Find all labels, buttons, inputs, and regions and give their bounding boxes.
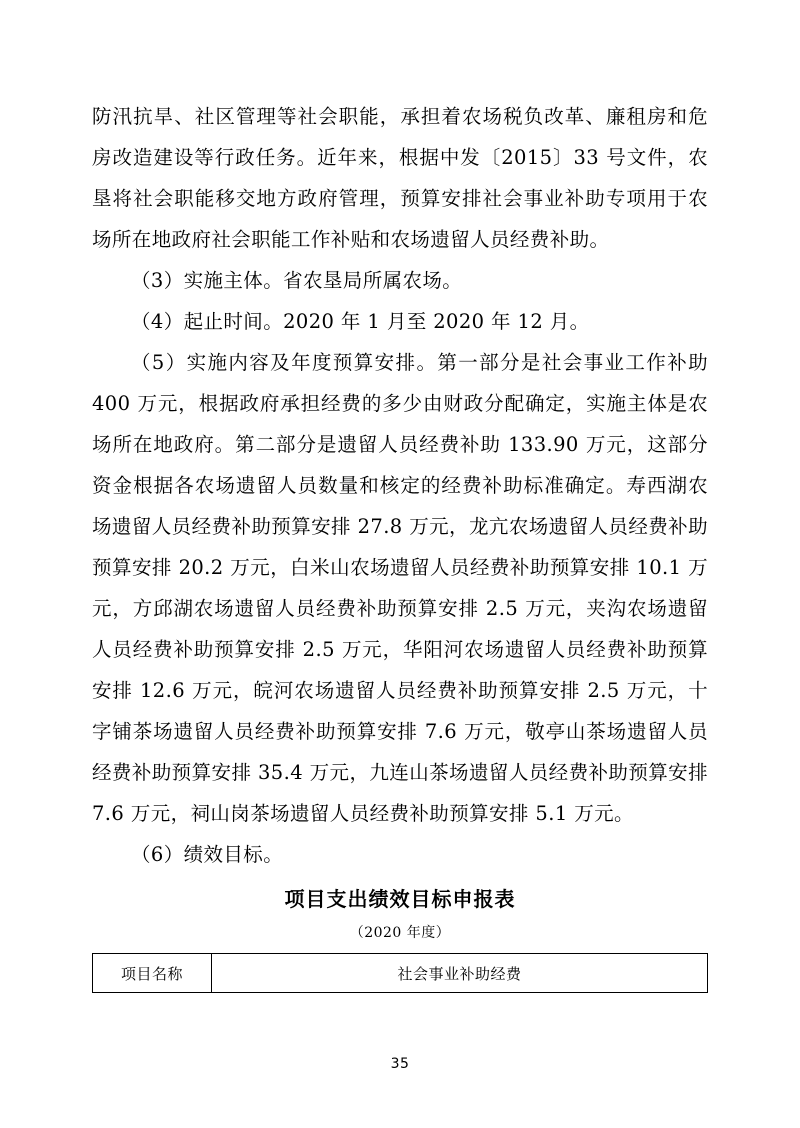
performance-goal-table <box>92 953 708 993</box>
table-cell-value-project-name: 社会事业补助经费 <box>212 954 708 993</box>
paragraph-duration: （4）起止时间。2020 年 1 月至 2020 年 12 月。 <box>131 310 590 333</box>
table-row <box>93 954 708 993</box>
table-cell-label-project-name: 项目名称 <box>93 954 212 993</box>
paragraph-performance-goals: （6）绩效目标。 <box>131 843 284 866</box>
paragraph-budget-details: （5）实施内容及年度预算安排。第一部分是社会事业工作补助 400 万元，根据政府承担经费的多少由财政分配确定，实施主体是农场所在地政府。第二部分是遗留人员经费补助 133.90 万元，这部分资金根据各农场遗留人员数量和核定的经费补助标准确定。寿西湖农场遗留人员经费补助预算安排 27.8 万元，龙亢农场遗留人员经费补助预算安排 20.2 万元，白米山农场遗留人员经费补助预算安排 10.1 万元，方邱湖农场遗留人员经费补助预算安排 2.5 万元，夹沟农场遗留人员经费补助预算安排 2.5 万元，华阳河农场遗留人员经费补助预算安排 12.6 万元，皖河农场遗留人员经费补助预算安排 2.5 万元，十字铺茶场遗留人员经费补助预算安排 7.6 万元，敬亭山茶场遗留人员经费补助预算安排 35.4 万元，九连山茶场遗留人员经费补助预算安排 7.6 万元，祠山岗茶场遗留人员经费补助预算安排 5.1 万元。 <box>92 351 708 825</box>
table-title: 项目支出绩效目标申报表 <box>284 887 516 911</box>
document-body <box>92 96 708 875</box>
page-number: 35 <box>390 1056 410 1072</box>
paragraph-continuation: 防汛抗旱、社区管理等社会职能，承担着农场税负改革、廉租房和危房改造建设等行政任务。近年来，根据中发〔2015〕33 号文件，农垦将社会职能移交地方政府管理，预算安排社会事业补助专项用于农场所在地政府社会职能工作补贴和农场遗留人员经费补助。 <box>92 105 708 251</box>
table-subtitle: （2020 年度） <box>349 925 451 941</box>
paragraph-implementing-body: （3）实施主体。省农垦局所属农场。 <box>131 269 463 292</box>
